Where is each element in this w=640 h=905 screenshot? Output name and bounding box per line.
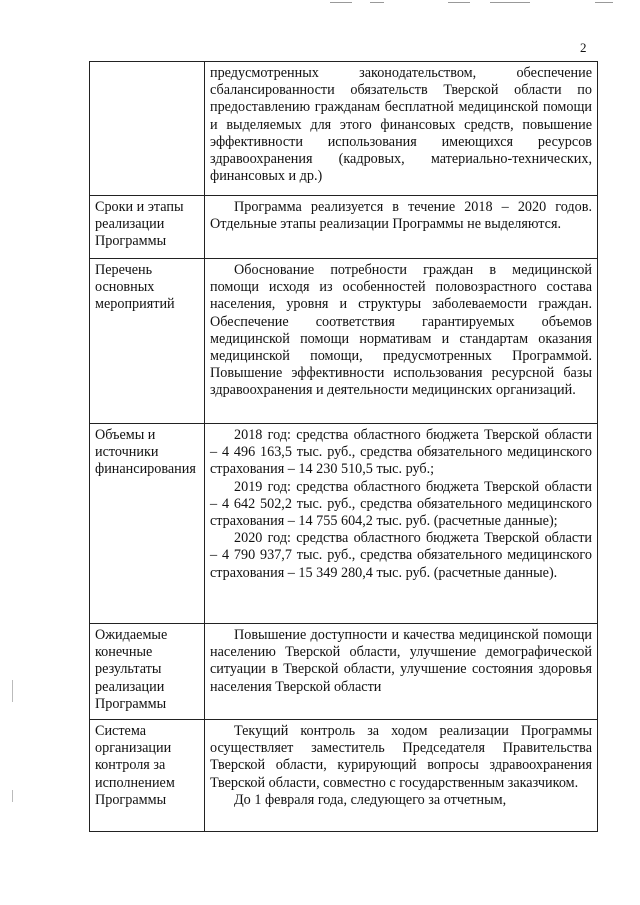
row-label-line: мероприятий xyxy=(95,296,175,313)
row-label-line: результаты xyxy=(95,661,162,678)
scan-margin-mark xyxy=(12,680,13,702)
table-row xyxy=(90,259,598,424)
row-label-line: Перечень xyxy=(95,262,153,278)
paragraph: Повышение доступности и качества медицинской помощи населению Тверской области, улучшение демографической ситуации в Тверской области, улучшение состояния здоровья населения Тверской области xyxy=(210,627,592,695)
row-label-line: Ожидаемые xyxy=(95,627,168,643)
row-text-cell xyxy=(205,259,598,424)
row-label-cell xyxy=(90,62,205,196)
row-text-cell xyxy=(205,720,598,832)
row-label-line: Программы xyxy=(95,695,167,712)
table-row xyxy=(90,624,598,720)
row-text-cell xyxy=(205,196,598,259)
row-label-cell xyxy=(90,196,205,259)
paragraph: Обоснование потребности граждан в медицинской помощи исходя из особенностей половозрастного состава населения, уровня и структуры заболеваемости граждан. Обеспечение соответствия гарантируемых объемов медицинской помощи нормативам и стандартам оказания медицинской помощи, предусмотренных Программой. Повышение эффективности использования ресурсной базы здравоохранения и деятельности медицинских организаций. xyxy=(210,262,592,399)
row-label-line: реализации xyxy=(95,678,165,695)
scan-margin-mark xyxy=(12,790,13,802)
row-label-cell xyxy=(90,259,205,424)
row-label-cell xyxy=(90,720,205,832)
row-label-line: Программы xyxy=(95,791,167,808)
row-label-line: Сроки и этапы xyxy=(95,199,184,215)
row-label-line: контроля за xyxy=(95,757,166,774)
row-label-line: реализации xyxy=(95,216,165,233)
paragraph: 2019 год: средства областного бюджета Тверской области – 4 642 502,2 тыс. руб., средства обязательного медицинского страхования – 14 755 604,2 тыс. руб. (расчетные данные); xyxy=(210,478,592,530)
table-row xyxy=(90,720,598,832)
row-text-cell xyxy=(205,62,598,196)
paragraph: предусмотренных законодательством, обеспечение сбалансированности обязательств Тверской области по предоставлению гражданам бесплатной медицинской помощи и выделяемых для этого финансовых средств, повышение эффективности использования имеющихся ресурсов здравоохранения (кадровых, материально-технических, финансовых и др.) xyxy=(210,65,592,185)
page-number: 2 xyxy=(580,40,587,55)
paragraph: 2018 год: средства областного бюджета Тверской области – 4 496 163,5 тыс. руб., средства обязательного медицинского страхования – 14 230 510,5 тыс. руб.; xyxy=(210,427,592,478)
table-row xyxy=(90,196,598,259)
row-label-line: организации xyxy=(95,740,172,757)
table-row xyxy=(90,62,598,196)
row-label-line: исполнением xyxy=(95,774,175,791)
program-passport-table xyxy=(89,61,598,832)
row-label-cell xyxy=(90,424,205,624)
table-body xyxy=(90,62,598,832)
row-label-line: Система xyxy=(95,723,147,739)
table-row xyxy=(90,424,598,624)
row-label-line: Объемы и xyxy=(95,427,156,443)
paragraph: 2020 год: средства областного бюджета Тверской области – 4 790 937,7 тыс. руб., средства обязательного медицинского страхования – 15 349 280,4 тыс. руб. (расчетные данные). xyxy=(210,530,592,581)
paragraph: Программа реализуется в течение 2018 – 2020 годов. Отдельные этапы реализации Программы не выделяются. xyxy=(210,199,592,233)
row-label-line: основных xyxy=(95,279,155,296)
scan-artifacts xyxy=(330,2,620,5)
row-label-line: финансирования xyxy=(95,461,196,478)
row-label-line: источники xyxy=(95,444,159,461)
row-text-cell xyxy=(205,624,598,720)
paragraph: До 1 февраля года, следующего за отчетным, xyxy=(234,791,507,808)
row-label-line: Программы xyxy=(95,233,167,250)
row-label-cell xyxy=(90,624,205,720)
row-label-line: конечные xyxy=(95,644,153,661)
paragraph: Текущий контроль за ходом реализации Программы осуществляет заместитель Председателя Правительства Тверской области, курирующий вопросы здравоохранения Тверской области, совместно с государственным заказчиком. xyxy=(210,723,592,791)
row-text-cell xyxy=(205,424,598,624)
